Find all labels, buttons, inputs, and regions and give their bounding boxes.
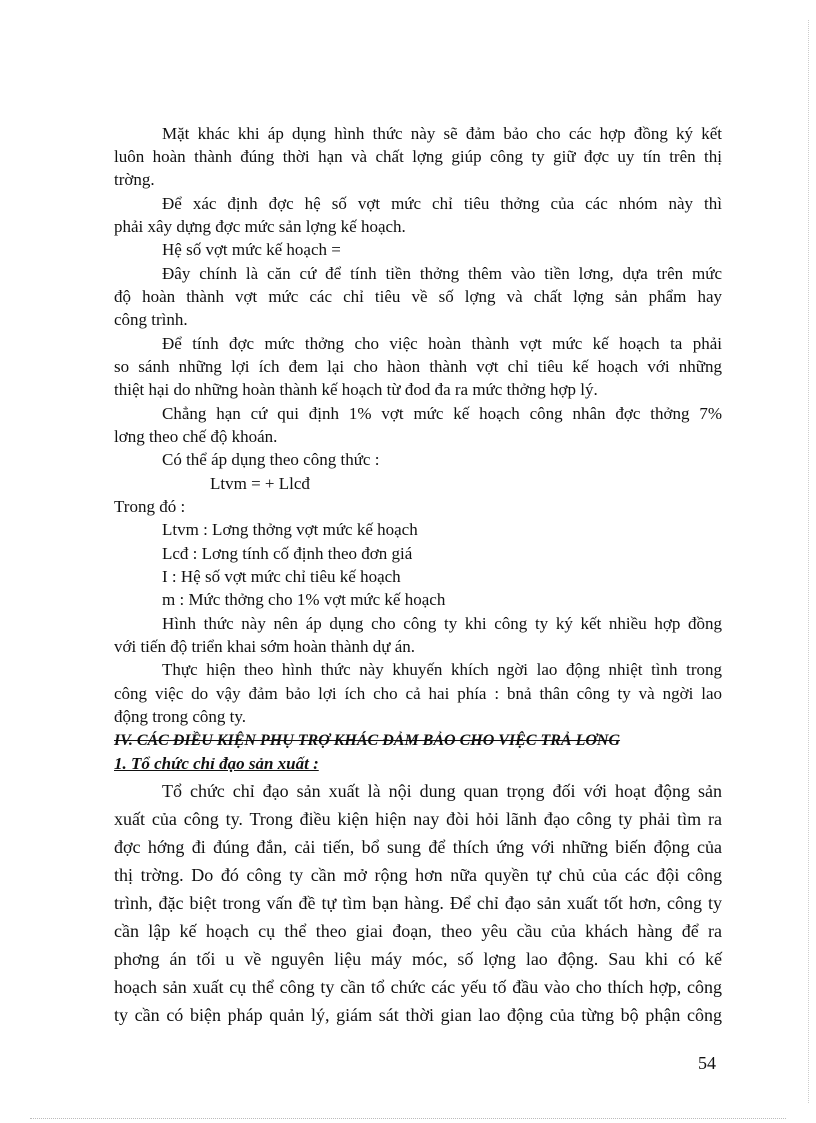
paragraph-line: cần lập kế hoạch cụ thể theo giai đoạn, theo yêu cầu của khách hàng để ra [114,921,722,941]
definition-item: I : Hệ số vợt mức chỉ tiêu kế hoạch [162,567,401,586]
paragraph-line: Để xác định đợc hệ số vợt mức chỉ tiêu thởng của các nhóm này thì [162,194,722,213]
paragraph-line: Tổ chức chỉ đạo sản xuất là nội dung quan trọng đối với hoạt động sản [162,781,722,801]
paragraph-line: Thực hiện theo hình thức này khuyến khích ngời lao động nhiệt tình trong [162,660,722,679]
paragraph-line: Mặt khác khi áp dụng hình thức này sẽ đảm bảo cho các hợp đồng ký kết [162,124,722,143]
paragraph-line: xuất của công ty. Trong điều kiện hiện nay đòi hỏi lãnh đạo công ty phải tìm ra [114,809,722,829]
paragraph-line: lơng theo chế độ khoán. [114,427,278,446]
paragraph-line: luôn hoàn thành đúng thời hạn và chất lợng giúp công ty giữ đợc uy tín trên thị [114,147,722,166]
page-border-right [808,20,809,1103]
definition-item: m : Mức thởng cho 1% vợt mức kế hoạch [162,590,446,609]
paragraph-line: với tiến độ triển khai sớm hoàn thành dự án. [114,637,416,656]
paragraph-line: so sánh những lợi ích đem lại cho hàon thành vợt chỉ tiêu kế hoạch với những [114,357,722,376]
subsection-heading: 1. Tổ chức chỉ đạo sản xuất : [114,754,319,773]
page-number: 54 [698,1053,716,1073]
paragraph-line: độ hoàn thành vợt mức các chỉ tiêu về số lợng và chất lợng sản phẩm hay [114,287,722,306]
paragraph-line: thiệt hại do những hoàn thành kế hoạch từ đod đa ra mức thởng hợp lý. [114,380,598,399]
paragraph-line: ty cần có biện pháp quản lý, giám sát thời gian lao động của từng bộ phận công [114,1005,722,1025]
formula-label: Hệ số vợt mức kế hoạch = [162,240,341,259]
paragraph-line: hoạch sản xuất cụ thể công ty cần tổ chức các yếu tố đầu vào cho thích hợp, công [114,977,722,997]
paragraph-line: Hình thức này nên áp dụng cho công ty khi công ty ký kết nhiều hợp đồng [162,614,722,633]
paragraph-line: trình, đặc biệt trong vấn đề tự tìm bạn hàng. Để chỉ đạo sản xuất tốt hơn, công ty [114,893,722,913]
paragraph-line: Chẳng hạn cứ qui định 1% vợt mức kế hoạch công nhân đợc thởng 7% [162,404,722,423]
paragraph-line: công trình. [114,310,188,329]
paragraph-line: đợc hớng đi đúng đắn, cải tiến, bổ sung để thích ứng với những biến động của [114,837,722,857]
paragraph-line: phơng án tối u về nguyên liệu máy móc, số lợng lao động. Sau khi có kế [114,949,722,969]
paragraph-line: thị trờng. Do đó công ty cần mở rộng hơn nữa quyền tự chủ của các đội công [114,865,722,885]
paragraph-line: Để tính đợc mức thởng cho việc hoàn thành vợt mức kế hoạch ta phải [162,334,722,353]
formula: Ltvm = + Llcđ [210,474,310,493]
paragraph-line: phải xây dựng đợc mức sản lợng kế hoạch. [114,217,406,236]
paragraph-line: Có thể áp dụng theo công thức : [162,450,380,469]
paragraph-line: Trong đó : [114,497,186,516]
section-heading: IV. CÁC ĐIỀU KIỆN PHỤ TRỢ KHÁC ĐẢM BẢO CHO VIỆC TRẢ LƠNG [114,732,621,749]
paragraph-line: trờng. [114,170,155,189]
page-border-bottom [30,1118,786,1119]
paragraph-line: động trong công ty. [114,707,247,726]
paragraph-line: công việc do vậy đảm bảo lợi ích cho cả hai phía : bnả thân công ty và ngời lao [114,684,722,703]
definition-item: Ltvm : Lơng thởng vợt mức kế hoạch [162,520,418,539]
definition-item: Lcđ : Lơng tính cố định theo đơn giá [162,544,413,563]
paragraph-line: Đây chính là căn cứ để tính tiền thởng thêm vào tiền lơng, dựa trên mức [162,264,722,283]
